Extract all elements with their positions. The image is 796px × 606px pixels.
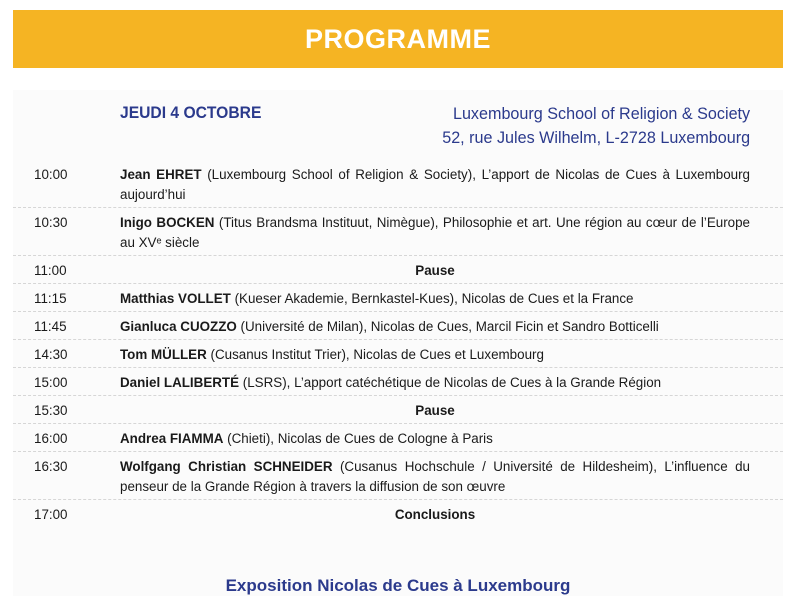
schedule-time: 14:30 bbox=[34, 347, 68, 362]
schedule-entry bbox=[120, 345, 750, 365]
schedule-time: 11:15 bbox=[34, 291, 67, 306]
schedule-row bbox=[13, 452, 783, 500]
schedule-row bbox=[13, 284, 783, 312]
schedule-time: 16:30 bbox=[34, 459, 68, 474]
schedule-entry bbox=[120, 457, 750, 497]
schedule-row bbox=[13, 424, 783, 452]
schedule-list bbox=[13, 160, 783, 527]
talk-details: (Chieti), Nicolas de Cues de Cologne à Paris bbox=[223, 431, 493, 446]
talk-details: (Cusanus Hochschule / Université de Hildesheim), L’influence du penseur de la Grande Région à travers la diffusion de son œuvre bbox=[120, 459, 750, 494]
schedule-entry bbox=[120, 165, 750, 205]
venue-name: Luxembourg School of Religion & Society bbox=[452, 104, 750, 123]
schedule-row bbox=[13, 256, 783, 284]
schedule-row bbox=[13, 208, 783, 256]
schedule-time: 16:00 bbox=[34, 431, 68, 446]
schedule-row bbox=[13, 500, 783, 527]
talk-details: (Cusanus Institut Trier), Nicolas de Cues et Luxembourg bbox=[206, 347, 544, 362]
venue-address: 52, rue Jules Wilhelm, L-2728 Luxembourg bbox=[442, 128, 750, 147]
page-title: PROGRAMME bbox=[305, 23, 491, 54]
schedule-time: 10:30 bbox=[34, 215, 68, 230]
schedule-entry bbox=[120, 213, 750, 253]
schedule-time: 17:00 bbox=[34, 507, 68, 522]
schedule-time: 11:00 bbox=[34, 263, 67, 278]
speaker-name: Inigo BOCKEN bbox=[120, 215, 215, 230]
exhibition-title: Exposition Nicolas de Cues à Luxembourg bbox=[225, 576, 571, 595]
talk-details: (Luxembourg School of Religion & Society), L’apport de Nicolas de Cues à Luxembourg aujourd’hui bbox=[120, 167, 750, 202]
schedule-row bbox=[13, 160, 783, 208]
schedule-entry bbox=[120, 429, 750, 449]
closing-label: Conclusions bbox=[394, 507, 476, 522]
speaker-name: Jean EHRET bbox=[120, 167, 202, 182]
speaker-name: Daniel LALIBERTÉ bbox=[120, 375, 240, 390]
schedule-time: 10:00 bbox=[34, 167, 68, 182]
schedule-time: 15:30 bbox=[34, 403, 68, 418]
programme-banner bbox=[13, 10, 783, 68]
talk-details: (Kueser Akademie, Bernkastel-Kues), Nicolas de Cues et la France bbox=[230, 291, 634, 306]
break-label: Pause bbox=[415, 263, 455, 278]
schedule-row bbox=[13, 340, 783, 368]
venue-block bbox=[426, 102, 750, 150]
talk-details: (Titus Brandsma Instituut, Nimègue), Philosophie et art. Une région au cœur de l’Europe au XVᵉ siècle bbox=[120, 215, 751, 250]
schedule-time: 11:45 bbox=[34, 319, 67, 334]
schedule-entry bbox=[120, 317, 750, 337]
talk-details: (LSRS), L’apport catéchétique de Nicolas de Cues à la Grande Région bbox=[239, 375, 662, 390]
speaker-name: Matthias VOLLET bbox=[120, 291, 231, 306]
speaker-name: Gianluca CUOZZO bbox=[120, 319, 237, 334]
schedule-entry bbox=[120, 373, 750, 393]
speaker-name: Tom MÜLLER bbox=[120, 347, 207, 362]
day-heading: JEUDI 4 OCTOBRE bbox=[120, 103, 262, 122]
break-label: Pause bbox=[415, 403, 455, 418]
schedule-row bbox=[13, 312, 783, 340]
schedule-row bbox=[13, 396, 783, 424]
schedule-row bbox=[13, 368, 783, 396]
speaker-name: Andrea FIAMMA bbox=[120, 431, 224, 446]
talk-details: (Université de Milan), Nicolas de Cues, Marcil Ficin et Sandro Botticelli bbox=[236, 319, 659, 334]
schedule-entry bbox=[120, 289, 750, 309]
schedule-time: 15:00 bbox=[34, 375, 68, 390]
speaker-name: Wolfgang Christian SCHNEIDER bbox=[120, 459, 333, 474]
